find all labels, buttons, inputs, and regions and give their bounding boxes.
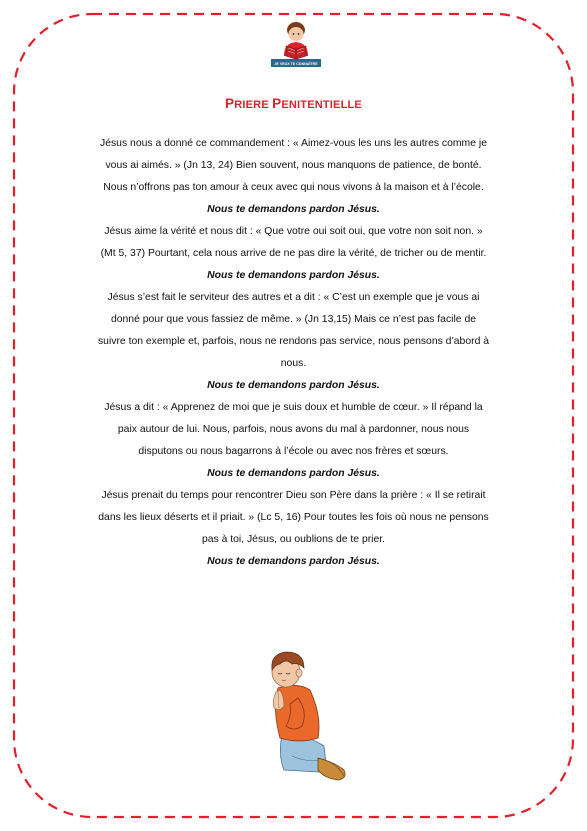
logo-caption: JE VEUX TE CONNAÎTRE (274, 62, 318, 66)
prayer-body (96, 133, 491, 573)
title-part-2: ENITENTIELLE (281, 99, 362, 111)
prayer-response: Nous te demandons pardon Jésus. (207, 270, 380, 281)
title-initial-1: P (225, 96, 235, 111)
page-title (0, 96, 587, 111)
prayer-paragraph: Jésus prenait du temps pour rencontrer Dieu son Père dans la prière : « Il se retirait dans les lieux déserts et il priait. » (Lc 5, 16) Pour toutes les fois où nous ne pensons pas à toi, Jésus, ou oublions de te prier. (98, 490, 489, 545)
prayer-paragraph: Jésus nous a donné ce commandement : « Aimez-vous les uns les autres comme je vous ai aimés. » (Jn 13, 24) Bien souvent, nous manquons de patience, de bonté. Nous n’offrons pas ton amour à ceux avec qui nous vivons à la maison et à l’école. (100, 138, 487, 193)
prayer-paragraph: Jésus s’est fait le serviteur des autres et a dit : « C’est un exemple que je vous ai donné pour que vous fassiez de même. » (Jn 13,15) Mais ce n’est pas facile de suivre ton exemple et, parfois, nous ne rendons pas service, nous pensons d’abord à nous. (97, 292, 490, 369)
prayer-response: Nous te demandons pardon Jésus. (207, 556, 380, 567)
praying-boy-illustration (252, 646, 352, 786)
prayer-paragraph: Jésus a dit : « Apprenez de moi que je suis doux et humble de cœur. » Il répand la paix autour de lui. Nous, parfois, nous avons du mal à pardonner, nous nous disputons ou nous bagarrons à l’école ou avec nos frères et sœurs. (104, 402, 483, 457)
prayer-response: Nous te demandons pardon Jésus. (207, 204, 380, 215)
title-part-1: RIERE (234, 99, 273, 111)
title-initial-2: P (272, 96, 282, 111)
reading-child-logo-icon (268, 16, 324, 70)
prayer-response: Nous te demandons pardon Jésus. (207, 380, 380, 391)
prayer-response: Nous te demandons pardon Jésus. (207, 468, 380, 479)
prayer-paragraph: Jésus aime la vérité et nous dit : « Que votre oui soit oui, que votre non soit non. » (Mt 5, 37) Pourtant, cela nous arrive de ne pas dire la vérité, de tricher ou de mentir. (100, 226, 487, 259)
